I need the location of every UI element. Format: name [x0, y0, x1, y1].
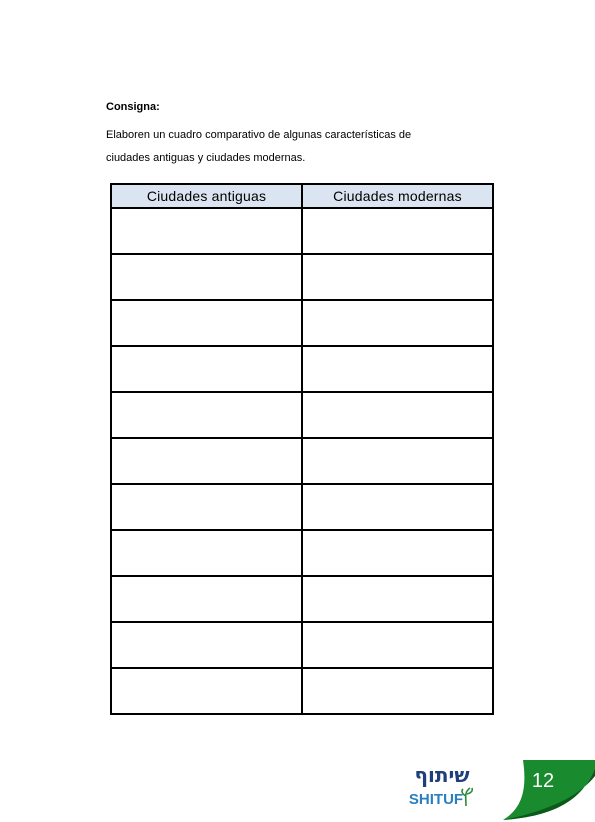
cell-ancient[interactable] — [111, 576, 302, 622]
table-body — [111, 208, 493, 714]
table-row — [111, 530, 493, 576]
cell-ancient[interactable] — [111, 484, 302, 530]
cell-ancient[interactable] — [111, 530, 302, 576]
cell-modern[interactable] — [302, 576, 493, 622]
cell-modern[interactable] — [302, 668, 493, 714]
cell-ancient[interactable] — [111, 438, 302, 484]
consigna-heading: Consigna: — [106, 101, 160, 113]
table-row — [111, 300, 493, 346]
instruction-text — [106, 124, 486, 170]
table-row — [111, 392, 493, 438]
cell-ancient[interactable] — [111, 622, 302, 668]
cell-ancient[interactable] — [111, 392, 302, 438]
cell-modern[interactable] — [302, 438, 493, 484]
cell-modern[interactable] — [302, 392, 493, 438]
cell-ancient[interactable] — [111, 208, 302, 254]
cell-modern[interactable] — [302, 530, 493, 576]
cell-modern[interactable] — [302, 346, 493, 392]
table-row — [111, 346, 493, 392]
logo-hebrew-text: שיתוף — [414, 763, 470, 787]
cell-modern[interactable] — [302, 622, 493, 668]
column-header-ancient: Ciudades antiguas — [111, 184, 302, 208]
table-row — [111, 254, 493, 300]
table-header-row — [111, 184, 493, 208]
cell-modern[interactable] — [302, 254, 493, 300]
table-row — [111, 622, 493, 668]
shituf-logo — [404, 760, 480, 810]
cell-ancient[interactable] — [111, 346, 302, 392]
comparison-table — [110, 183, 494, 715]
logo-latin-text: SHITUF — [408, 791, 464, 808]
instruction-line-2: ciudades antiguas y ciudades modernas. — [106, 152, 306, 164]
cell-ancient[interactable] — [111, 300, 302, 346]
cell-modern[interactable] — [302, 300, 493, 346]
cell-modern[interactable] — [302, 484, 493, 530]
table-row — [111, 208, 493, 254]
table-row — [111, 668, 493, 714]
column-header-modern: Ciudades modernas — [302, 184, 493, 208]
cell-ancient[interactable] — [111, 668, 302, 714]
table-row — [111, 438, 493, 484]
page-number: 12 — [531, 770, 555, 792]
cell-modern[interactable] — [302, 208, 493, 254]
table-row — [111, 576, 493, 622]
logo-sprout-icon — [462, 788, 472, 806]
table-row — [111, 484, 493, 530]
cell-ancient[interactable] — [111, 254, 302, 300]
instruction-line-1: Elaboren un cuadro comparativo de algunas características de — [106, 129, 412, 141]
